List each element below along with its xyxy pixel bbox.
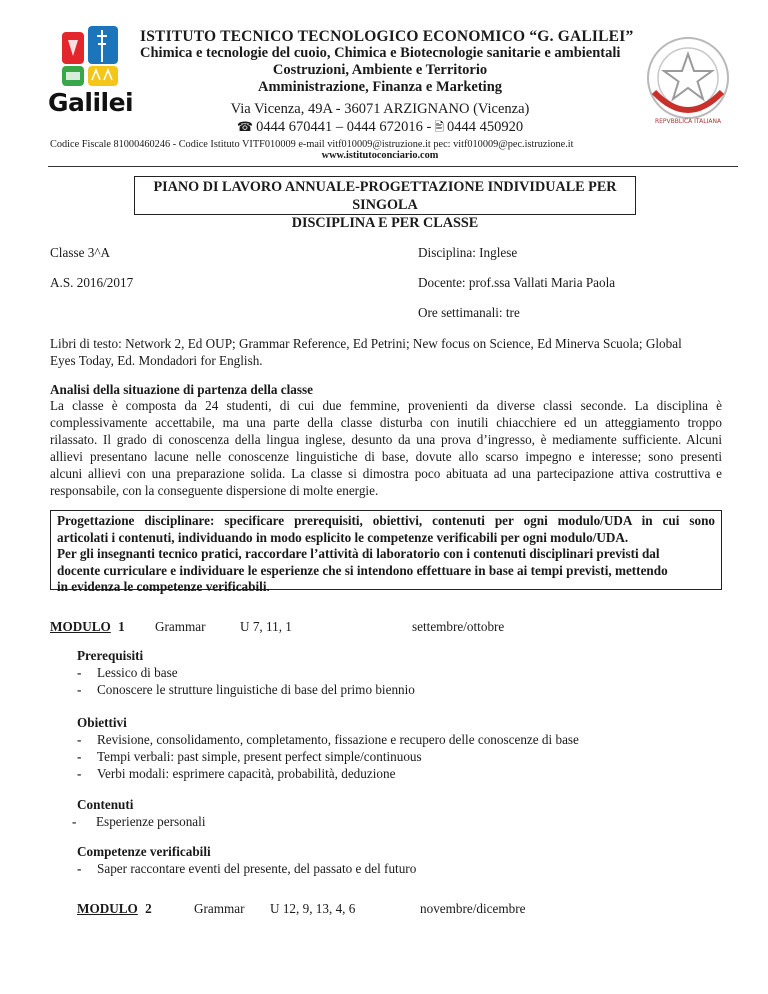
progettazione-line: articolati i contenuti, individuando in modo esplicito le competenze verificabili per ogni modulo/UDA.	[57, 529, 629, 545]
info-classe: Classe 3^A	[50, 245, 111, 260]
document-title-box	[134, 176, 636, 231]
fax-number: 0444 450920	[446, 119, 524, 135]
modulo-2-period: novembre/dicembre	[420, 901, 526, 916]
modulo-1-label: MODULO	[50, 619, 111, 634]
fax-icon: 🖹	[434, 120, 444, 134]
libri-line-2: Eyes Today, Ed. Mondadori for English.	[50, 353, 263, 368]
seal-text: REPVBBLICA ITALIANA	[654, 118, 722, 125]
analisi-line: responsabile, con la conseguente dispersione di molte energie.	[50, 483, 379, 498]
school-name: ISTITUTO TECNICO TECNOLOGICO ECONOMICO “G. GALILEI”	[140, 28, 634, 45]
phone-numbers: 0444 670441 – 0444 672016 -	[256, 119, 432, 135]
italian-republic-seal-icon	[640, 30, 736, 128]
analisi-line: allievi presentano lacune nelle conoscenze linguistiche di base, dovute allo scarso impegno e interesse; sono presenti	[50, 449, 722, 464]
school-course-1: Chimica e tecnologie del cuoio, Chimica e Biotecnologie sanitarie e ambientali	[140, 45, 621, 61]
list-item: - Lessico di base	[77, 665, 178, 680]
document-title-line-1: PIANO DI LAVORO ANNUALE-PROGETTAZIONE INDIVIDUALE PER SINGOLA	[153, 179, 617, 213]
info-disciplina: Disciplina: Inglese	[418, 245, 518, 260]
document-title-line-2: DISCIPLINA E PER CLASSE	[291, 215, 479, 231]
modulo-1-header	[50, 619, 125, 635]
school-codes: Codice Fiscale 81000460246 - Codice Istituto VITF010009 e-mail vitf010009@istruzione.it pec: vitf010009@pec.istruzione.it	[50, 139, 574, 150]
info-docente: Docente: prof.ssa Vallati Maria Paola	[418, 275, 616, 290]
progettazione-line: in evidenza le competenze verificabili.	[57, 579, 270, 594]
analisi-line: alcuni allievi con una preparazione solida. La classe si dimostra poco abituata ad una partecipazione attiva costruttiva e	[50, 466, 722, 481]
analisi-paragraph	[50, 397, 722, 499]
modulo-1-units: U 7, 11, 1	[240, 619, 292, 634]
analisi-line: rilassato. Il grado di conoscenza della lingua inglese, desunto da una prova d’ingresso, è mediamente sufficiente. Alcuni	[50, 432, 722, 447]
progettazione-box	[50, 510, 722, 594]
modulo-2-units: U 12, 9, 13, 4, 6	[270, 901, 356, 916]
header-divider	[48, 166, 738, 167]
modulo-2-label: MODULO	[77, 901, 138, 916]
analisi-line: La classe è composta da 24 studenti, di cui due femmine, provenienti da diverse classi seconde. La disciplina è	[50, 398, 722, 413]
prerequisiti-heading: Prerequisiti	[77, 648, 144, 663]
school-address: Via Vicenza, 49A - 36071 ARZIGNANO (Vicenza)	[230, 101, 530, 117]
modulo-1-number: 1	[118, 619, 125, 634]
list-item: - Verbi modali: esprimere capacità, probabilità, deduzione	[77, 766, 396, 781]
analisi-line: complessivamente accettabile, ma una parte della classe disturba con inutili chiacchiere ed un atteggiamento troppo	[50, 415, 722, 430]
school-course-2: Costruzioni, Ambiente e Territorio	[272, 62, 488, 78]
info-ore: Ore settimanali: tre	[418, 305, 520, 320]
obiettivi-heading: Obiettivi	[77, 715, 127, 730]
modulo-1-subject: Grammar	[155, 619, 206, 634]
list-item: - Saper raccontare eventi del presente, del passato e del futuro	[77, 861, 417, 876]
school-course-3: Amministrazione, Finanza e Marketing	[257, 79, 503, 95]
modulo-2-subject: Grammar	[194, 901, 245, 916]
progettazione-line: docente curriculare e individuare le esperienze che si intendono effettuare in base ai tempi previsti, mettendo	[57, 562, 668, 578]
info-anno: A.S. 2016/2017	[50, 275, 134, 290]
list-item: - Tempi verbali: past simple, present perfect simple/continuous	[77, 749, 422, 764]
list-item: - Revisione, consolidamento, completamento, fissazione e recupero delle conoscenze di base	[77, 732, 579, 747]
competenze-heading: Competenze verificabili	[77, 844, 211, 859]
list-item: - Conoscere le strutture linguistiche di base del primo biennio	[77, 682, 415, 697]
analisi-heading: Analisi della situazione di partenza della classe	[50, 382, 314, 397]
phone-icon: ☎	[236, 119, 254, 134]
modulo-2-number: 2	[145, 901, 152, 916]
school-phones	[140, 118, 620, 139]
libri-line-1: Libri di testo: Network 2, Ed OUP; Grammar Reference, Ed Petrini; New focus on Science, Ed Minerva Scuola; Global	[50, 336, 682, 351]
contenuti-heading: Contenuti	[77, 797, 134, 812]
logo-wordmark: Galilei	[48, 88, 134, 117]
progettazione-line: Progettazione disciplinare: specificare prerequisiti, obiettivi, contenuti per ogni modulo/UDA in cui sono	[57, 513, 715, 528]
modulo-1-period: settembre/ottobre	[412, 619, 505, 634]
modulo-2-header	[77, 901, 152, 917]
progettazione-line: Per gli insegnanti tecnico pratici, raccordare l’attività di laboratorio con i contenuti disciplinari previsti dal	[57, 546, 660, 561]
list-item: - Esperienze personali	[72, 814, 206, 829]
school-website: www.istitutoconciario.com	[321, 150, 439, 161]
